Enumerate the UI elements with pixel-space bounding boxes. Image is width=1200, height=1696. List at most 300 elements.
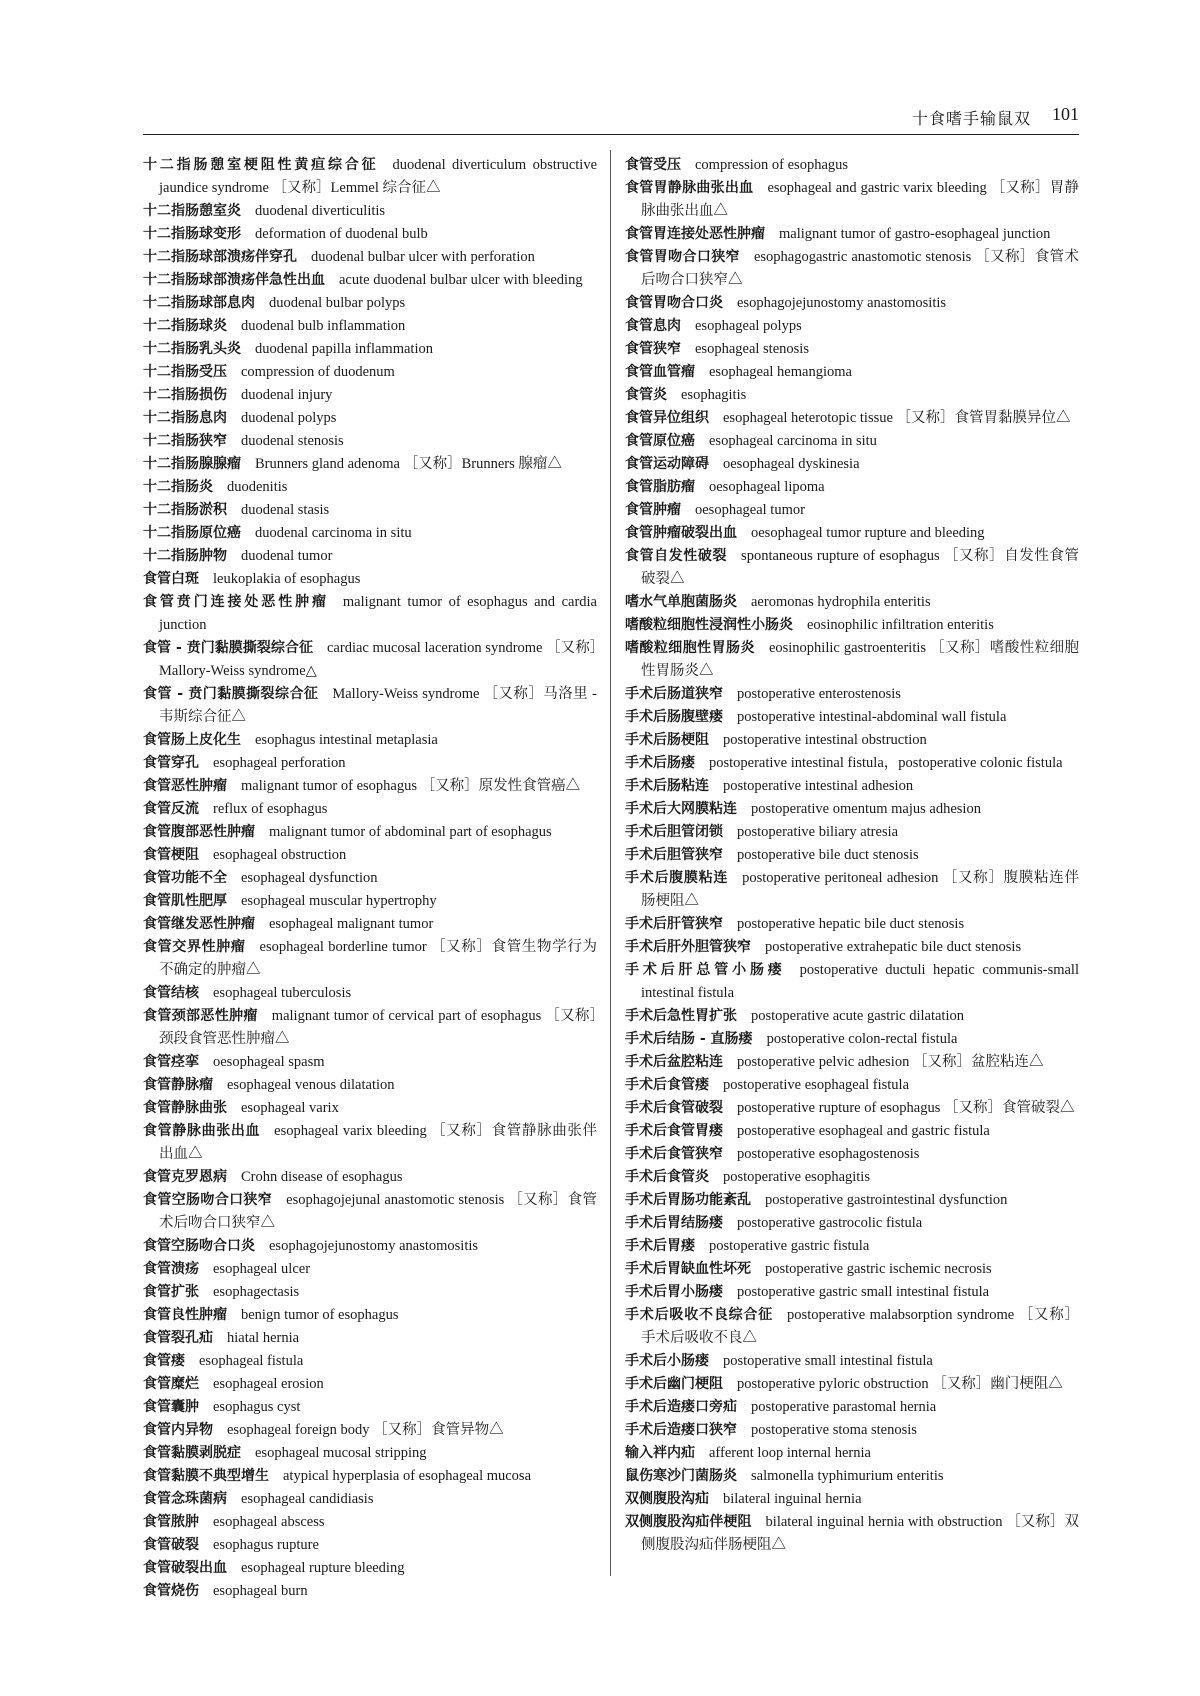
entry-term-zh: 食管破裂 bbox=[143, 1537, 199, 1553]
entry-term-zh: 食管破裂出血 bbox=[143, 1560, 227, 1576]
entry-term-zh: 食管 - 贲门黏膜撕裂综合征 bbox=[143, 686, 319, 702]
glossary-entry bbox=[143, 476, 597, 499]
entry-term-en: postoperative omentum majus adhesion bbox=[751, 801, 981, 817]
entry-term-zh: 食管肿瘤 bbox=[625, 502, 681, 518]
entry-term-en: postoperative intestinal-abdominal wall fistula bbox=[737, 709, 1007, 725]
glossary-entry bbox=[143, 1120, 597, 1166]
entry-term-zh: 食管继发恶性肿瘤 bbox=[143, 916, 255, 932]
entry-term-en: oesophageal tumor bbox=[695, 502, 805, 518]
entry-term-zh: 食管血管瘤 bbox=[625, 364, 695, 380]
entry-term-zh: 食管肠上皮化生 bbox=[143, 732, 241, 748]
entry-term-en: duodenal bulbar polyps bbox=[269, 295, 406, 311]
entry-term-en: esophagojejunostomy anastomositis bbox=[269, 1238, 479, 1254]
glossary-entry bbox=[143, 1074, 597, 1097]
entry-term-zh: 食管白斑 bbox=[143, 571, 199, 587]
entry-term-en: postoperative gastrocolic fistula bbox=[737, 1215, 923, 1231]
glossary-entry bbox=[143, 338, 597, 361]
entry-term-zh: 食管颈部恶性肿瘤 bbox=[143, 1008, 258, 1024]
entry-term-zh: 食管交界性肿瘤 bbox=[143, 939, 246, 955]
glossary-entry bbox=[625, 683, 1079, 706]
entry-term-zh: 手术后结肠 - 直肠瘘 bbox=[625, 1031, 753, 1047]
entry-term-zh: 食管痉挛 bbox=[143, 1054, 199, 1070]
entry-term-zh: 手术后肝外胆管狭窄 bbox=[625, 939, 751, 955]
entry-term-en: postoperative enterostenosis bbox=[737, 686, 901, 702]
entry-term-en: postoperative hepatic bile duct stenosis bbox=[737, 916, 965, 932]
glossary-entry bbox=[143, 1005, 597, 1051]
glossary-entry bbox=[625, 1442, 1079, 1465]
glossary-entry bbox=[143, 1051, 597, 1074]
entry-term-en: esophageal burn bbox=[213, 1583, 308, 1599]
glossary-entry bbox=[625, 913, 1079, 936]
entry-term-zh: 食管溃疡 bbox=[143, 1261, 199, 1277]
glossary-entry bbox=[143, 522, 597, 545]
entry-term-zh: 食管糜烂 bbox=[143, 1376, 199, 1392]
entry-term-zh: 十二指肠狭窄 bbox=[143, 433, 227, 449]
entry-term-zh: 食管狭窄 bbox=[625, 341, 681, 357]
glossary-entry bbox=[143, 775, 597, 798]
entry-term-zh: 手术后大网膜粘连 bbox=[625, 801, 737, 817]
glossary-entry bbox=[625, 1212, 1079, 1235]
entry-term-en: compression of duodenum bbox=[241, 364, 395, 380]
entry-term-en: postoperative gastric fistula bbox=[709, 1238, 870, 1254]
glossary-entry bbox=[143, 1281, 597, 1304]
entry-term-zh: 食管空肠吻合口炎 bbox=[143, 1238, 255, 1254]
entry-term-zh: 手术后食管胃瘘 bbox=[625, 1123, 723, 1139]
glossary-entry bbox=[625, 223, 1079, 246]
entry-term-en: postoperative intestinal obstruction bbox=[723, 732, 927, 748]
entry-term-en: postoperative esophagitis bbox=[723, 1169, 870, 1185]
entry-term-zh: 食管结核 bbox=[143, 985, 199, 1001]
entry-term-en: malignant tumor of cervical part of esophagus ［又称］颈段食管恶性肿瘤△ bbox=[159, 1008, 598, 1047]
entry-term-en: postoperative intestinal adhesion bbox=[723, 778, 914, 794]
glossary-entry bbox=[143, 200, 597, 223]
entry-term-en: postoperative pyloric obstruction ［又称］幽门梗阻△ bbox=[737, 1376, 1063, 1392]
glossary-entry bbox=[625, 1350, 1079, 1373]
glossary-entry bbox=[143, 729, 597, 752]
left-column bbox=[143, 154, 597, 1603]
entry-term-zh: 食管肿瘤破裂出血 bbox=[625, 525, 737, 541]
entry-term-en: bilateral inguinal hernia bbox=[723, 1491, 862, 1507]
entry-term-en: duodenitis bbox=[227, 479, 288, 495]
entry-term-zh: 食管胃连接处恶性肿瘤 bbox=[625, 226, 765, 242]
glossary-entry bbox=[143, 798, 597, 821]
entry-term-en: postoperative gastric ischemic necrosis bbox=[765, 1261, 992, 1277]
entry-term-zh: 手术后胆管狭窄 bbox=[625, 847, 723, 863]
entry-term-en: postoperative ductuli hepatic communis-small intestinal fistula bbox=[641, 962, 1079, 1001]
entry-term-zh: 手术后吸收不良综合征 bbox=[625, 1307, 774, 1323]
entry-term-zh: 十二指肠受压 bbox=[143, 364, 227, 380]
glossary-entry bbox=[143, 1511, 597, 1534]
entry-term-en: Mallory-Weiss syndrome ［又称］马洛里 - 韦斯综合征△ bbox=[159, 686, 597, 725]
entry-term-en: duodenal bulbar ulcer with perforation bbox=[311, 249, 535, 265]
glossary-entry bbox=[143, 1235, 597, 1258]
entry-term-en: esophagus cyst bbox=[213, 1399, 301, 1415]
glossary-entry bbox=[625, 1074, 1079, 1097]
glossary-entry bbox=[143, 1304, 597, 1327]
entry-term-zh: 食管恶性肿瘤 bbox=[143, 778, 227, 794]
glossary-entry bbox=[143, 430, 597, 453]
entry-term-en: deformation of duodenal bulb bbox=[255, 226, 428, 242]
entry-term-zh: 食管自发性破裂 bbox=[625, 548, 728, 564]
glossary-entry bbox=[625, 1258, 1079, 1281]
entry-term-zh: 食管梗阻 bbox=[143, 847, 199, 863]
glossary-entry bbox=[625, 476, 1079, 499]
glossary-entry bbox=[143, 1258, 597, 1281]
glossary-entry bbox=[625, 338, 1079, 361]
entry-term-zh: 手术后腹膜粘连 bbox=[625, 870, 729, 886]
glossary-entry bbox=[143, 591, 597, 637]
entry-term-zh: 食管原位癌 bbox=[625, 433, 695, 449]
entry-term-en: postoperative esophageal and gastric fistula bbox=[737, 1123, 990, 1139]
entry-term-zh: 十二指肠憩室炎 bbox=[143, 203, 241, 219]
entry-term-en: postoperative small intestinal fistula bbox=[723, 1353, 933, 1369]
entry-term-zh: 食管运动障碍 bbox=[625, 456, 709, 472]
entry-term-en: esophageal and gastric varix bleeding ［又称］胃静脉曲张出血△ bbox=[641, 180, 1079, 219]
entry-term-zh: 十二指肠乳头炎 bbox=[143, 341, 241, 357]
entry-term-zh: 手术后食管瘘 bbox=[625, 1077, 709, 1093]
entry-term-zh: 食管穿孔 bbox=[143, 755, 199, 771]
glossary-entry bbox=[625, 1304, 1079, 1350]
entry-term-en: eosinophilic gastroenteritis ［又称］嗜酸性粒细胞性胃肠炎△ bbox=[641, 640, 1080, 679]
entry-term-zh: 食管胃吻合口狭窄 bbox=[625, 249, 740, 265]
glossary-entry bbox=[625, 752, 1079, 775]
entry-term-zh: 输入袢内疝 bbox=[625, 1445, 695, 1461]
entry-term-zh: 手术后肠梗阻 bbox=[625, 732, 709, 748]
glossary-entry bbox=[143, 246, 597, 269]
entry-term-en: esophageal dysfunction bbox=[241, 870, 378, 886]
entry-term-zh: 食管受压 bbox=[625, 157, 681, 173]
entry-term-en: leukoplakia of esophagus bbox=[213, 571, 361, 587]
glossary-entry bbox=[143, 1534, 597, 1557]
glossary-entry bbox=[625, 384, 1079, 407]
entry-term-en: salmonella typhimurium enteritis bbox=[751, 1468, 944, 1484]
entry-term-zh: 食管克罗恩病 bbox=[143, 1169, 227, 1185]
entry-term-en: esophageal muscular hypertrophy bbox=[241, 893, 437, 909]
glossary-entry bbox=[625, 798, 1079, 821]
glossary-entry bbox=[143, 752, 597, 775]
entry-term-zh: 食管黏膜剥脱症 bbox=[143, 1445, 241, 1461]
glossary-entry bbox=[143, 1350, 597, 1373]
entry-term-en: esophagojejunostomy anastomositis bbox=[737, 295, 947, 311]
entry-term-en: duodenal diverticulum obstructive jaundice syndrome ［又称］Lemmel 综合征△ bbox=[159, 157, 598, 196]
entry-term-en: postoperative stoma stenosis bbox=[751, 1422, 917, 1438]
entry-term-en: esophageal varix bleeding ［又称］食管静脉曲张伴出血△ bbox=[159, 1123, 597, 1162]
entry-term-zh: 十二指肠腺腺瘤 bbox=[143, 456, 241, 472]
entry-term-en: esophageal erosion bbox=[213, 1376, 324, 1392]
entry-term-zh: 食管囊肿 bbox=[143, 1399, 199, 1415]
entry-term-en: bilateral inguinal hernia with obstruction ［又称］双侧腹股沟疝伴肠梗阻△ bbox=[641, 1514, 1079, 1553]
entry-term-en: postoperative rupture of esophagus ［又称］食管破裂△ bbox=[737, 1100, 1075, 1116]
entry-term-zh: 食管息肉 bbox=[625, 318, 681, 334]
glossary-entry bbox=[143, 1557, 597, 1580]
glossary-entry bbox=[625, 1166, 1079, 1189]
entry-term-en: esophageal venous dilatation bbox=[227, 1077, 395, 1093]
entry-term-en: postoperative bile duct stenosis bbox=[737, 847, 919, 863]
entry-term-en: oesophageal spasm bbox=[213, 1054, 325, 1070]
entry-term-en: postoperative colon-rectal fistula bbox=[766, 1031, 958, 1047]
glossary-entry bbox=[143, 1580, 597, 1603]
glossary-entry bbox=[625, 614, 1079, 637]
glossary-entry bbox=[143, 867, 597, 890]
glossary-entry bbox=[625, 545, 1079, 591]
glossary-entry bbox=[625, 1465, 1079, 1488]
glossary-entry bbox=[143, 1373, 597, 1396]
entry-term-en: duodenal bulb inflammation bbox=[241, 318, 406, 334]
entry-term-zh: 食管良性肿瘤 bbox=[143, 1307, 227, 1323]
glossary-entry bbox=[143, 269, 597, 292]
entry-term-en: esophagus rupture bbox=[213, 1537, 319, 1553]
glossary-entry bbox=[625, 1120, 1079, 1143]
entry-term-zh: 手术后肠瘘 bbox=[625, 755, 695, 771]
entry-term-zh: 食管 - 贲门黏膜撕裂综合征 bbox=[143, 640, 313, 656]
entry-term-zh: 手术后幽门梗阻 bbox=[625, 1376, 723, 1392]
glossary-entry bbox=[625, 844, 1079, 867]
entry-term-en: postoperative gastric small intestinal fistula bbox=[737, 1284, 990, 1300]
glossary-entry bbox=[625, 1028, 1079, 1051]
glossary-entry bbox=[625, 1143, 1079, 1166]
entry-term-en: malignant tumor of esophagus and cardia junction bbox=[159, 594, 597, 633]
entry-term-zh: 食管脓肿 bbox=[143, 1514, 199, 1530]
entry-term-en: postoperative esophageal fistula bbox=[723, 1077, 910, 1093]
page-header bbox=[143, 96, 1079, 135]
glossary-entry bbox=[143, 913, 597, 936]
entry-term-en: duodenal carcinoma in situ bbox=[255, 525, 412, 541]
glossary-entry bbox=[625, 522, 1079, 545]
entry-term-zh: 十二指肠原位癌 bbox=[143, 525, 241, 541]
entry-term-en: malignant tumor of gastro-esophageal junction bbox=[779, 226, 1051, 242]
glossary-entry bbox=[625, 1511, 1079, 1557]
glossary-entry bbox=[143, 1327, 597, 1350]
glossary-entry bbox=[625, 1488, 1079, 1511]
glossary-entry bbox=[625, 1189, 1079, 1212]
entry-term-zh: 十二指肠肿物 bbox=[143, 548, 227, 564]
entry-term-en: Crohn disease of esophagus bbox=[241, 1169, 403, 1185]
glossary-entry bbox=[625, 1419, 1079, 1442]
entry-term-en: postoperative intestinal fistula，postoperative colonic fistula bbox=[709, 755, 1063, 771]
glossary-entry bbox=[625, 706, 1079, 729]
entry-term-zh: 十二指肠息肉 bbox=[143, 410, 227, 426]
entry-term-zh: 手术后肠腹壁瘘 bbox=[625, 709, 723, 725]
entry-term-zh: 手术后胃缺血性坏死 bbox=[625, 1261, 751, 1277]
entry-term-zh: 手术后胃肠功能紊乱 bbox=[625, 1192, 751, 1208]
glossary-entry bbox=[625, 637, 1079, 683]
entry-term-en: esophagus intestinal metaplasia bbox=[255, 732, 438, 748]
entry-term-en: postoperative gastrointestinal dysfunction bbox=[765, 1192, 1008, 1208]
glossary-entry bbox=[143, 568, 597, 591]
entry-term-zh: 食管炎 bbox=[625, 387, 667, 403]
entry-term-en: duodenal stasis bbox=[241, 502, 330, 518]
glossary-entry bbox=[143, 1419, 597, 1442]
running-title: 十食嗜手输鼠双 bbox=[911, 109, 1031, 128]
glossary-entry bbox=[143, 384, 597, 407]
entry-term-zh: 手术后肝管狭窄 bbox=[625, 916, 723, 932]
right-column bbox=[625, 154, 1079, 1557]
glossary-entry bbox=[625, 499, 1079, 522]
glossary-entry bbox=[625, 1235, 1079, 1258]
entry-term-zh: 十二指肠球部息肉 bbox=[143, 295, 255, 311]
entry-term-en: esophageal ulcer bbox=[213, 1261, 311, 1277]
entry-term-zh: 手术后食管狭窄 bbox=[625, 1146, 723, 1162]
glossary-entry bbox=[143, 453, 597, 476]
entry-term-zh: 手术后胆管闭锁 bbox=[625, 824, 723, 840]
entry-term-en: postoperative biliary atresia bbox=[737, 824, 899, 840]
glossary-entry bbox=[143, 844, 597, 867]
entry-term-en: esophageal obstruction bbox=[213, 847, 347, 863]
entry-term-en: esophageal fistula bbox=[199, 1353, 304, 1369]
glossary-entry bbox=[625, 936, 1079, 959]
glossary-entry bbox=[143, 890, 597, 913]
entry-term-en: postoperative acute gastric dilatation bbox=[751, 1008, 964, 1024]
glossary-entry bbox=[143, 223, 597, 246]
glossary-entry bbox=[143, 154, 597, 200]
entry-term-zh: 食管静脉瘤 bbox=[143, 1077, 213, 1093]
entry-term-en: compression of esophagus bbox=[695, 157, 849, 173]
entry-term-en: esophageal rupture bleeding bbox=[241, 1560, 405, 1576]
entry-term-zh: 手术后小肠瘘 bbox=[625, 1353, 709, 1369]
glossary-entry bbox=[143, 361, 597, 384]
entry-term-zh: 食管脂肪瘤 bbox=[625, 479, 695, 495]
entry-term-zh: 双侧腹股沟疝 bbox=[625, 1491, 709, 1507]
glossary-entry bbox=[625, 292, 1079, 315]
glossary-entry bbox=[143, 499, 597, 522]
entry-term-en: esophageal carcinoma in situ bbox=[709, 433, 877, 449]
entry-term-zh: 手术后胃瘘 bbox=[625, 1238, 695, 1254]
entry-term-zh: 十二指肠憩室梗阻性黄疸综合征 bbox=[143, 157, 379, 173]
entry-term-en: Brunners gland adenoma ［又称］Brunners 腺瘤△ bbox=[255, 456, 562, 472]
entry-term-zh: 手术后肠粘连 bbox=[625, 778, 709, 794]
entry-term-zh: 食管静脉曲张出血 bbox=[143, 1123, 261, 1139]
glossary-entry bbox=[625, 430, 1079, 453]
entry-term-zh: 食管空肠吻合口狭窄 bbox=[143, 1192, 273, 1208]
entry-term-zh: 食管扩张 bbox=[143, 1284, 199, 1300]
glossary-entry bbox=[143, 982, 597, 1005]
entry-term-zh: 手术后造瘘口旁疝 bbox=[625, 1399, 737, 1415]
glossary-entry bbox=[625, 154, 1079, 177]
entry-term-en: esophageal malignant tumor bbox=[269, 916, 434, 932]
entry-term-zh: 十二指肠炎 bbox=[143, 479, 213, 495]
entry-term-zh: 手术后肠道狭窄 bbox=[625, 686, 723, 702]
entry-term-en: postoperative esophagostenosis bbox=[737, 1146, 920, 1162]
glossary-entry bbox=[625, 1051, 1079, 1074]
entry-term-en: oesophageal dyskinesia bbox=[723, 456, 860, 472]
entry-term-zh: 手术后盆腔粘连 bbox=[625, 1054, 723, 1070]
entry-term-zh: 手术后胃结肠瘘 bbox=[625, 1215, 723, 1231]
entry-term-zh: 食管念珠菌病 bbox=[143, 1491, 227, 1507]
entry-term-zh: 鼠伤寒沙门菌肠炎 bbox=[625, 1468, 737, 1484]
entry-term-zh: 十二指肠球炎 bbox=[143, 318, 227, 334]
entry-term-zh: 食管裂孔疝 bbox=[143, 1330, 213, 1346]
column-divider bbox=[610, 150, 611, 1576]
glossary-entry bbox=[143, 1189, 597, 1235]
entry-term-zh: 手术后肝总管小肠瘘 bbox=[625, 962, 786, 978]
entry-term-en: acute duodenal bulbar ulcer with bleeding bbox=[339, 272, 583, 288]
glossary-entry bbox=[625, 1005, 1079, 1028]
entry-term-zh: 双侧腹股沟疝伴梗阻 bbox=[625, 1514, 752, 1530]
entry-term-zh: 食管异位组织 bbox=[625, 410, 709, 426]
entry-term-zh: 食管内异物 bbox=[143, 1422, 213, 1438]
glossary-entry bbox=[625, 867, 1079, 913]
glossary-entry bbox=[625, 1396, 1079, 1419]
entry-term-en: postoperative peritoneal adhesion ［又称］腹膜粘连伴肠梗阻△ bbox=[641, 870, 1080, 909]
entry-term-zh: 食管功能不全 bbox=[143, 870, 227, 886]
glossary-entry bbox=[143, 315, 597, 338]
entry-term-zh: 十二指肠损伤 bbox=[143, 387, 227, 403]
entry-term-en: cardiac mucosal laceration syndrome ［又称］Mallory-Weiss syndrome△ bbox=[159, 640, 598, 679]
entry-term-en: esophageal perforation bbox=[213, 755, 346, 771]
entry-term-en: esophagojejunal anastomotic stenosis ［又称］食管术后吻合口狭窄△ bbox=[159, 1192, 598, 1231]
entry-term-en: hiatal hernia bbox=[227, 1330, 300, 1346]
entry-term-en: postoperative malabsorption syndrome ［又称］手术后吸收不良△ bbox=[641, 1307, 1080, 1346]
entry-term-en: esophageal borderline tumor ［又称］食管生物学行为不确定的肿瘤△ bbox=[159, 939, 597, 978]
entry-term-zh: 嗜酸粒细胞性胃肠炎 bbox=[625, 640, 755, 656]
entry-term-en: postoperative parastomal hernia bbox=[751, 1399, 937, 1415]
glossary-entry bbox=[625, 729, 1079, 752]
entry-term-en: duodenal diverticulitis bbox=[255, 203, 386, 219]
glossary-entry bbox=[625, 177, 1079, 223]
entry-term-en: esophageal tuberculosis bbox=[213, 985, 352, 1001]
entry-term-en: esophageal polyps bbox=[695, 318, 802, 334]
entry-term-zh: 食管静脉曲张 bbox=[143, 1100, 227, 1116]
entry-term-zh: 食管黏膜不典型增生 bbox=[143, 1468, 269, 1484]
glossary-entry bbox=[143, 1465, 597, 1488]
entry-term-zh: 食管腹部恶性肿瘤 bbox=[143, 824, 255, 840]
entry-term-en: duodenal polyps bbox=[241, 410, 337, 426]
glossary-entry bbox=[143, 683, 597, 729]
glossary-entry bbox=[625, 959, 1079, 1005]
entry-term-zh: 十二指肠球部溃疡伴急性出血 bbox=[143, 272, 325, 288]
entry-term-en: esophageal heterotopic tissue ［又称］食管胃黏膜异位△ bbox=[723, 410, 1071, 426]
entry-term-zh: 嗜水气单胞菌肠炎 bbox=[625, 594, 737, 610]
entry-term-en: esophageal mucosal stripping bbox=[255, 1445, 427, 1461]
entry-term-en: afferent loop internal hernia bbox=[709, 1445, 871, 1461]
entry-term-zh: 食管肌性肥厚 bbox=[143, 893, 227, 909]
entry-term-en: duodenal papilla inflammation bbox=[255, 341, 433, 357]
entry-term-en: benign tumor of esophagus bbox=[241, 1307, 399, 1323]
entry-term-zh: 食管瘘 bbox=[143, 1353, 185, 1369]
entry-term-zh: 食管烧伤 bbox=[143, 1583, 199, 1599]
entry-term-en: atypical hyperplasia of esophageal mucosa bbox=[283, 1468, 532, 1484]
entry-term-en: reflux of esophagus bbox=[213, 801, 328, 817]
glossary-entry bbox=[625, 1281, 1079, 1304]
glossary-entry bbox=[143, 936, 597, 982]
glossary-entry bbox=[625, 361, 1079, 384]
glossary-entry bbox=[625, 246, 1079, 292]
glossary-entry bbox=[143, 1396, 597, 1419]
entry-term-en: duodenal tumor bbox=[241, 548, 333, 564]
glossary-entry bbox=[143, 821, 597, 844]
glossary-entry bbox=[143, 1166, 597, 1189]
entry-term-en: esophageal stenosis bbox=[695, 341, 809, 357]
entry-term-en: spontaneous rupture of esophagus ［又称］自发性食管破裂△ bbox=[641, 548, 1080, 587]
glossary-entry bbox=[625, 591, 1079, 614]
page-number: 101 bbox=[1052, 104, 1079, 124]
entry-term-zh: 食管反流 bbox=[143, 801, 199, 817]
entry-term-en: eosinophilic infiltration enteritis bbox=[807, 617, 994, 633]
glossary-entry bbox=[143, 407, 597, 430]
entry-term-en: malignant tumor of esophagus ［又称］原发性食管癌△ bbox=[241, 778, 581, 794]
entry-term-en: postoperative pelvic adhesion ［又称］盆腔粘连△ bbox=[737, 1054, 1044, 1070]
entry-term-en: esophageal hemangioma bbox=[709, 364, 852, 380]
glossary-entry bbox=[143, 292, 597, 315]
glossary-entry bbox=[143, 545, 597, 568]
entry-term-en: postoperative extrahepatic bile duct stenosis bbox=[765, 939, 1022, 955]
entry-term-en: duodenal injury bbox=[241, 387, 333, 403]
entry-term-zh: 食管胃静脉曲张出血 bbox=[625, 180, 754, 196]
glossary-entry bbox=[143, 1097, 597, 1120]
entry-term-en: malignant tumor of abdominal part of esophagus bbox=[269, 824, 552, 840]
glossary-entry bbox=[143, 1488, 597, 1511]
glossary-entry bbox=[625, 821, 1079, 844]
